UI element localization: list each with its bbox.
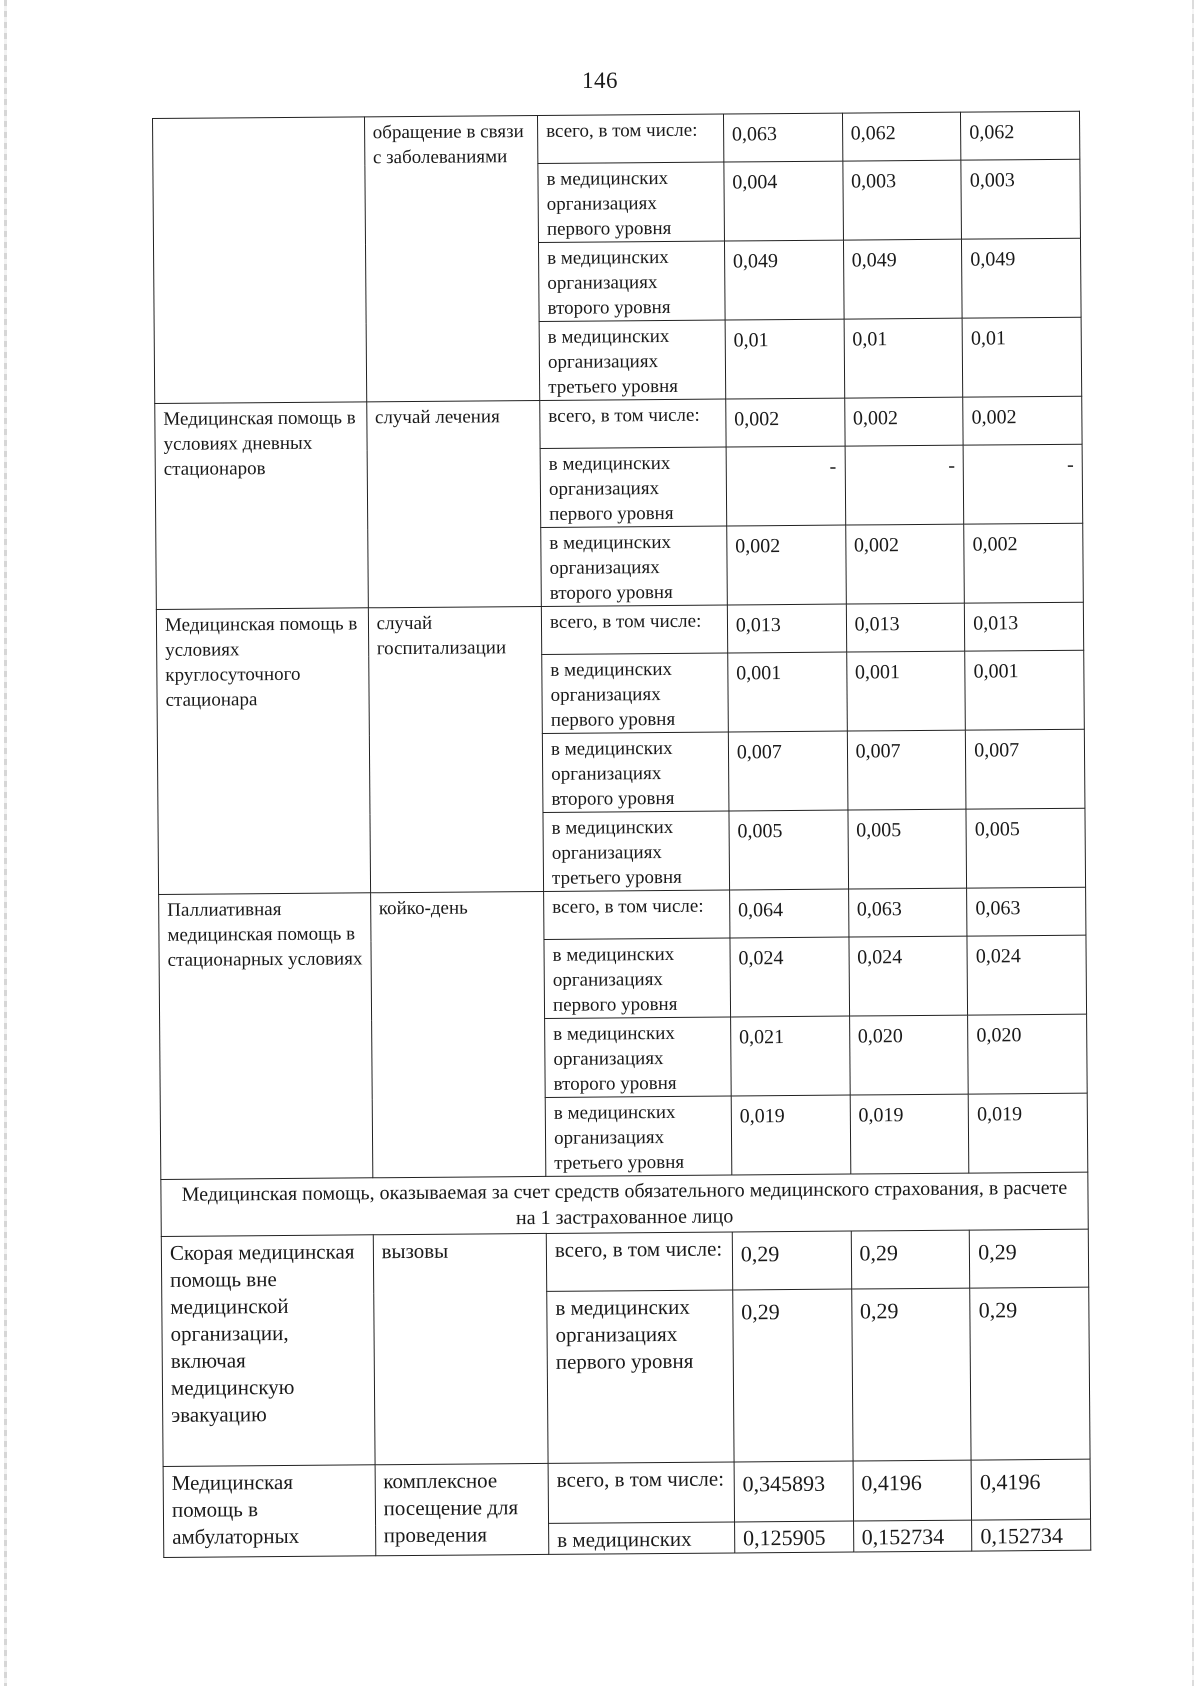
value-cell: 0,125905: [734, 1521, 853, 1553]
value-cell: 0,01: [962, 317, 1081, 397]
value-cell: -: [726, 446, 845, 526]
value-cell: 0,29: [851, 1288, 971, 1461]
value-cell: 0,062: [961, 111, 1080, 160]
value-cell: 0,29: [733, 1289, 853, 1462]
value-cell: 0,29: [851, 1230, 970, 1289]
subcategory-cell: всего, в том числе:: [544, 890, 730, 939]
value-cell: 0,004: [724, 161, 843, 241]
value-cell: 0,01: [725, 319, 844, 399]
unit-cell: комплексное посещение для проведения: [375, 1463, 549, 1555]
value-cell: 0,024: [849, 936, 968, 1016]
subcategory-cell: в медицинских организациях второго уровня: [541, 526, 727, 606]
value-cell: 0,002: [963, 396, 1082, 445]
subcategory-cell: всего, в том числе:: [540, 399, 726, 448]
table-row: [159, 887, 1086, 942]
value-cell: 0,4196: [853, 1460, 972, 1521]
value-cell: 0,063: [848, 888, 967, 937]
value-cell: 0,001: [728, 652, 847, 732]
value-cell: 0,013: [727, 604, 846, 653]
value-cell: 0,4196: [971, 1459, 1090, 1520]
subcategory-cell: всего, в том числе:: [548, 1462, 734, 1523]
value-cell: 0,152734: [972, 1519, 1091, 1551]
value-cell: 0,019: [731, 1095, 850, 1175]
scan-edge-left: [4, 0, 7, 1686]
subcategory-cell: всего, в том числе:: [541, 605, 727, 654]
section-title: Медицинская помощь, оказываемая за счет средств обязательного медицинского страхования, в расчете на 1 застрахованное лицо: [161, 1172, 1088, 1236]
care-type-cell: Скорая медицинская помощь вне медицинской организации, включая медицинскую эвакуацию: [161, 1235, 374, 1467]
value-cell: 0,063: [723, 113, 842, 162]
value-cell: 0,021: [730, 1016, 849, 1096]
value-cell: 0,29: [732, 1231, 851, 1290]
section-header-row: [161, 1172, 1088, 1236]
value-cell: 0,001: [846, 651, 965, 731]
value-cell: 0,007: [728, 731, 847, 811]
value-cell: -: [963, 444, 1082, 524]
subcategory-cell: всего, в том числе:: [538, 114, 724, 163]
volume-norms-table: [152, 111, 1091, 1558]
table-row: [163, 1459, 1090, 1526]
value-cell: 0,003: [842, 160, 961, 240]
unit-cell: вызовы: [373, 1233, 548, 1464]
value-cell: 0,152734: [853, 1520, 972, 1552]
unit-cell: койко-день: [370, 891, 546, 1177]
subcategory-cell: в медицинских организациях второго уровня: [539, 241, 725, 321]
subcategory-cell: в медицинских организациях третьего уровня: [545, 1096, 731, 1176]
subcategory-cell: в медицинских организациях второго уровня: [545, 1017, 731, 1097]
value-cell: 0,005: [966, 808, 1085, 888]
value-cell: 0,007: [847, 730, 966, 810]
value-cell: 0,020: [968, 1014, 1087, 1094]
subcategory-cell: в медицинских организациях первого уровня: [540, 447, 726, 527]
subcategory-cell: в медицинских организациях первого уровня: [547, 1290, 734, 1463]
value-cell: 0,01: [844, 318, 963, 398]
value-cell: 0,064: [729, 889, 848, 938]
value-cell: 0,29: [970, 1287, 1090, 1460]
value-cell: 0,005: [848, 809, 967, 889]
unit-cell: случай госпитализации: [368, 606, 544, 892]
value-cell: 0,002: [964, 523, 1083, 603]
subcategory-cell: в медицинских организациях второго уровня: [542, 732, 728, 812]
value-cell: 0,049: [724, 240, 843, 320]
care-type-cell: Медицинская помощь в амбулаторных: [163, 1465, 375, 1558]
scan-edge-right: [1192, 0, 1194, 1686]
value-cell: 0,29: [970, 1229, 1089, 1288]
value-cell: 0,013: [965, 602, 1084, 651]
subcategory-cell: в медицинских организациях первого уровня: [542, 653, 728, 733]
subcategory-cell: в медицинских организациях первого уровня: [538, 162, 724, 242]
table-row: [155, 396, 1082, 451]
value-cell: 0,002: [727, 525, 846, 605]
subcategory-cell: в медицинских организациях третьего уровня: [543, 811, 729, 891]
table-row: [156, 602, 1083, 657]
subcategory-cell: в медицинских организациях первого уровня: [544, 938, 730, 1018]
value-cell: 0,062: [842, 112, 961, 161]
value-cell: 0,003: [961, 159, 1080, 239]
value-cell: 0,024: [730, 937, 849, 1017]
value-cell: 0,002: [844, 397, 963, 446]
page-number: 146: [582, 68, 618, 93]
table-row: [153, 111, 1080, 166]
subcategory-cell: в медицинских: [549, 1522, 735, 1554]
value-cell: -: [845, 445, 964, 525]
value-cell: 0,007: [966, 729, 1085, 809]
care-type-cell: Паллиативная медицинская помощь в стационарных условиях: [159, 893, 373, 1180]
care-type-cell: Медицинская помощь в условиях круглосуточного стационара: [156, 608, 370, 895]
value-cell: 0,005: [729, 810, 848, 890]
value-cell: 0,049: [843, 239, 962, 319]
value-cell: 0,063: [967, 887, 1086, 936]
unit-cell: случай лечения: [366, 400, 541, 607]
value-cell: 0,002: [845, 524, 964, 604]
subcategory-cell: в медицинских организациях третьего уровня: [539, 320, 725, 400]
value-cell: 0,345893: [734, 1461, 853, 1522]
value-cell: 0,024: [967, 935, 1086, 1015]
unit-cell: обращение в связи с заболеваниями: [364, 115, 540, 401]
value-cell: 0,049: [962, 238, 1081, 318]
value-cell: 0,020: [849, 1015, 968, 1095]
subcategory-cell: всего, в том числе:: [546, 1232, 732, 1291]
value-cell: 0,013: [846, 603, 965, 652]
care-type-cell: [153, 117, 367, 404]
table-row: [161, 1229, 1088, 1294]
care-type-cell: Медицинская помощь в условиях дневных стационаров: [155, 402, 368, 610]
value-cell: 0,019: [850, 1094, 969, 1174]
value-cell: 0,001: [965, 650, 1084, 730]
value-cell: 0,002: [726, 398, 845, 447]
value-cell: 0,019: [968, 1093, 1087, 1173]
